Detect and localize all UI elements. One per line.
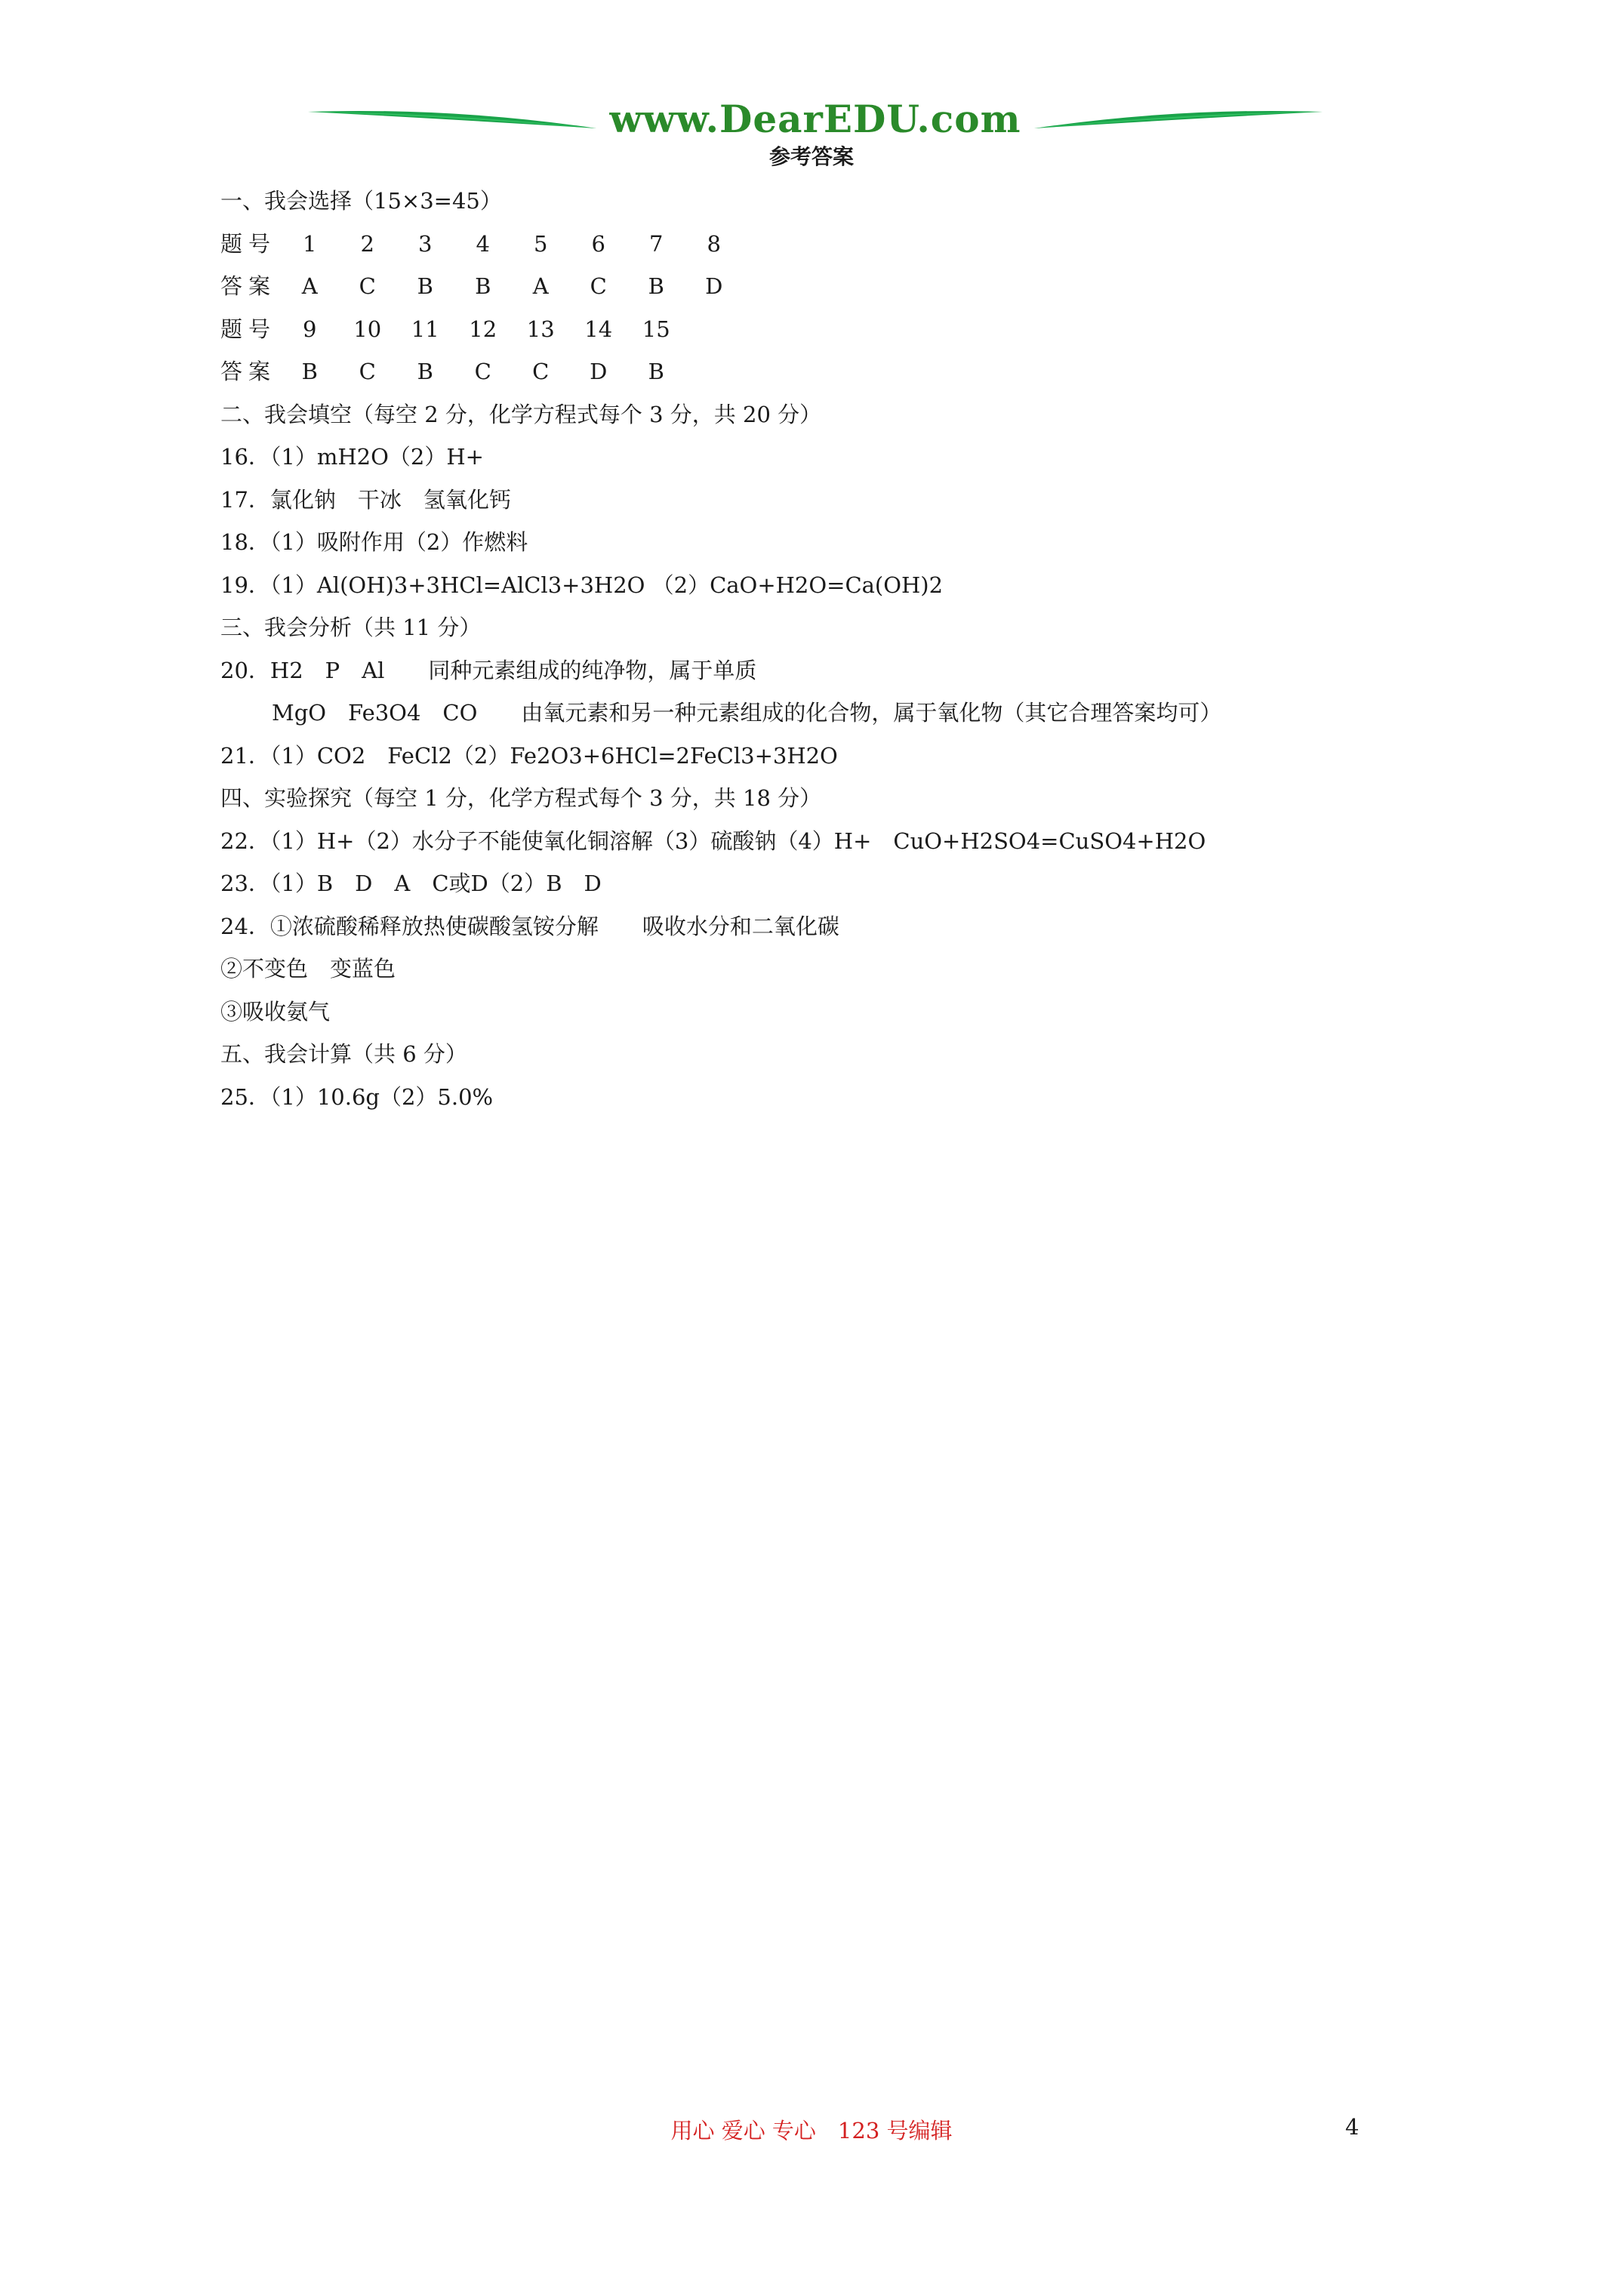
- document-title: 参考答案: [768, 144, 854, 169]
- answer-line: ③吸收氨气: [220, 998, 331, 1025]
- table-cell: B: [417, 273, 433, 299]
- table-cell: B: [301, 359, 318, 384]
- table-cell: 9: [303, 316, 317, 342]
- page-number: 4: [1345, 2114, 1360, 2140]
- answer-line: 24．①浓硫酸稀释放热使碳酸氢铵分解 吸收水分和二氧化碳: [220, 913, 839, 939]
- answer-line: 21．（1）CO2 FeCl2（2）Fe2O3+6HCl=2FeCl3+3H2O: [220, 742, 838, 769]
- table-cell: 7: [649, 230, 664, 257]
- answer-line: 18．（1）吸附作用（2）作燃料: [220, 529, 528, 555]
- table-cell: A: [301, 273, 318, 299]
- row-label: 答案: [220, 359, 277, 384]
- answer-table-row: [220, 265, 1428, 308]
- row-label: 答案: [220, 273, 277, 299]
- table-cell: C: [359, 273, 376, 299]
- answer-line: MgO Fe3O4 CO 由氧元素和另一种元素组成的化合物，属于氧化物（其它合理答案均可）: [272, 700, 1222, 726]
- table-cell: D: [590, 359, 608, 384]
- answer-table-row: [220, 350, 1428, 393]
- page-footer: [0, 2114, 1623, 2152]
- table-cell: 15: [642, 316, 670, 342]
- answer-line: 17．氯化钠 干冰 氢氧化钙: [220, 486, 511, 513]
- site-logo: www.DearEDU.com: [609, 97, 1021, 141]
- table-cell: 12: [469, 316, 497, 342]
- section-heading: 四、实验探究（每空 1 分，化学方程式每个 3 分，共 18 分）: [220, 785, 822, 811]
- row-label: 题号: [220, 316, 277, 342]
- answer-line: 23．（1）B D A C或D（2）B D: [220, 871, 602, 896]
- table-cell: 3: [418, 230, 433, 257]
- answer-line: 16．（1）mH2O（2）H+: [220, 444, 484, 470]
- table-cell: B: [475, 273, 491, 299]
- answer-table-row: [220, 308, 1428, 351]
- table-cell: D: [705, 273, 723, 299]
- footer-slogan: 用心 爱心 专心 123 号编辑: [670, 2118, 953, 2143]
- section-heading: 一、我会选择（15×3=45）: [220, 188, 502, 214]
- table-cell: B: [648, 273, 664, 299]
- table-cell: 2: [360, 230, 374, 257]
- answer-line: 19．（1）Al(OH)3+3HCl=AlCl3+3H2O （2）CaO+H2O=Ca(OH)2: [220, 572, 944, 598]
- answer-line: 20．H2 P Al 同种元素组成的纯净物，属于单质: [220, 657, 757, 683]
- table-cell: B: [417, 359, 433, 384]
- table-cell: C: [359, 359, 376, 384]
- table-cell: 8: [707, 230, 721, 257]
- table-cell: C: [474, 359, 491, 384]
- table-cell: 13: [526, 316, 555, 342]
- table-cell: 5: [534, 230, 548, 257]
- table-cell: 10: [353, 316, 382, 342]
- table-cell: C: [532, 359, 550, 384]
- table-cell: A: [532, 273, 549, 299]
- answer-line: ②不变色 变蓝色: [220, 956, 396, 982]
- answer-line: 25．（1）10.6g（2）5.0%: [220, 1083, 494, 1110]
- table-cell: 11: [411, 316, 439, 342]
- section-heading: 五、我会计算（共 6 分）: [220, 1041, 467, 1067]
- table-cell: C: [590, 273, 607, 299]
- table-cell: 4: [476, 230, 490, 257]
- row-label: 题号: [220, 230, 277, 257]
- answer-table-row: [220, 223, 1428, 266]
- table-cell: 14: [584, 316, 613, 342]
- section-heading: 三、我会分析（共 11 分）: [220, 615, 482, 640]
- table-cell: 6: [591, 230, 605, 257]
- table-cell: B: [648, 359, 664, 384]
- section-heading: 二、我会填空（每空 2 分，化学方程式每个 3 分，共 20 分）: [220, 401, 822, 427]
- table-cell: 1: [303, 230, 317, 257]
- answer-line: 22．（1）H+（2）水分子不能使氧化铜溶解（3）硫酸钠（4）H+ CuO+H2SO4=CuSO4+H2O: [220, 827, 1206, 854]
- answer-content: [220, 180, 1428, 1118]
